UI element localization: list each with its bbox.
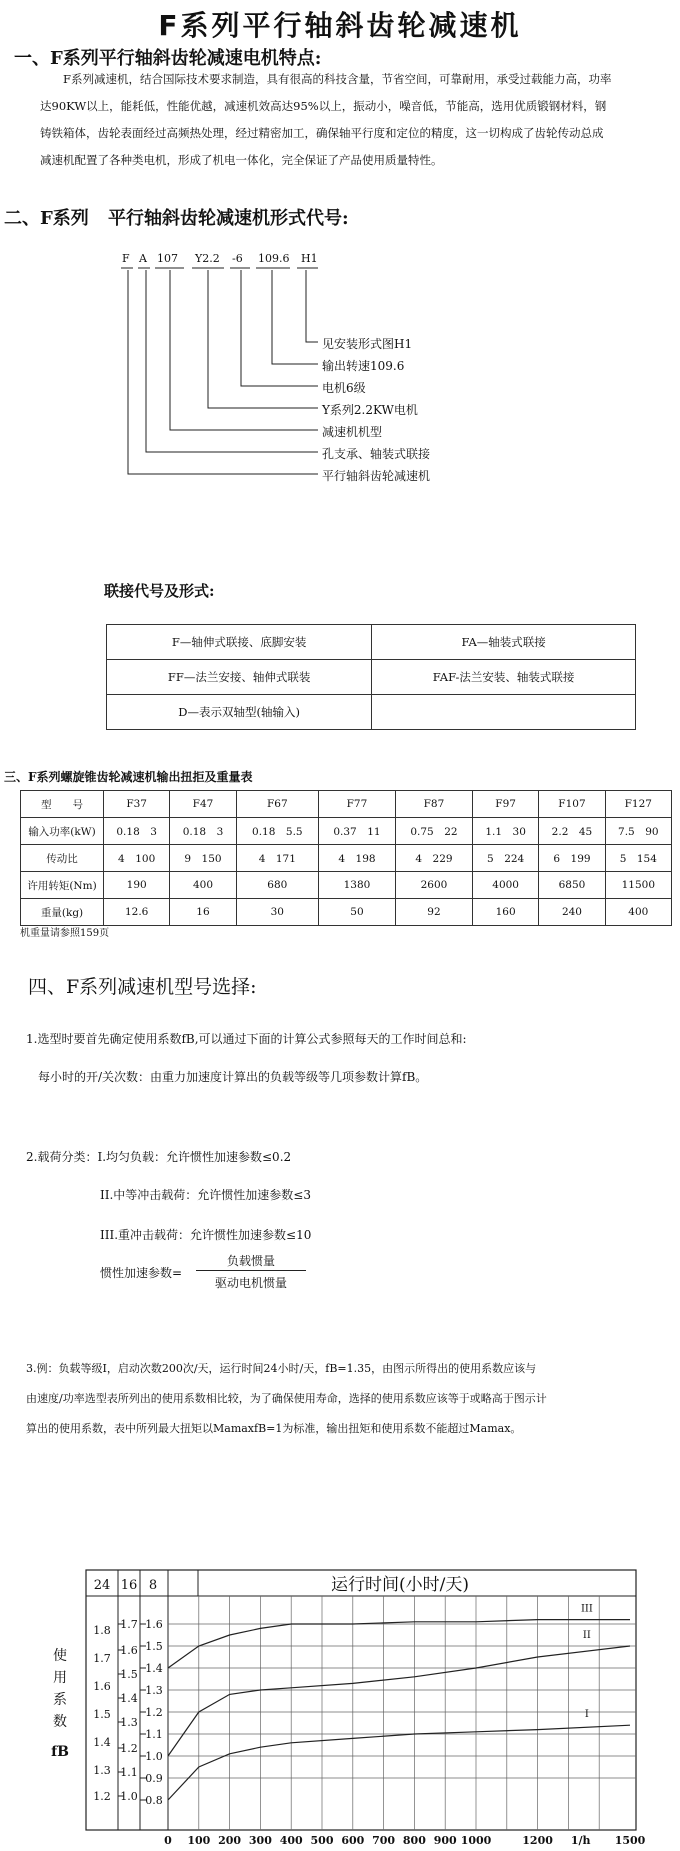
y-axis-label: 使 <box>53 1648 67 1664</box>
y-tick-col1: 1.8 <box>93 1624 111 1637</box>
x-tick-label: 900 <box>433 1834 457 1847</box>
table-cell: 6 199 <box>539 845 605 872</box>
section1-line: 减速机配置了各种类电机，形成了机电一体化，完全保证了产品使用质量特性。 <box>40 153 443 167</box>
x-tick-label: 1/h <box>570 1834 591 1847</box>
section1-line: 达90KW以上，能耗低，性能优越，减速机效高达95%以上，振动小，噪音低，节能高，选用优质锻钢材料，钢 <box>40 99 607 113</box>
table-cell: FA—轴装式联接 <box>372 625 636 660</box>
section3-heading: 三、F系列螺旋锥齿轮减速机输出扭拒及重量表 <box>4 770 253 784</box>
selection-step1: 1.选型时要首先确定使用系数fB,可以通过下面的计算公式参照每天的工作时间总和: <box>26 1032 467 1046</box>
x-tick-label: 500 <box>310 1834 334 1847</box>
table-cell: 4000 <box>472 872 538 899</box>
table-cell <box>372 695 636 730</box>
service-factor-chart <box>0 1500 680 1851</box>
series-line-I <box>168 1725 630 1800</box>
y-axis-label: 系 <box>53 1692 67 1708</box>
y-tick-col2: 1.3 <box>120 1716 138 1729</box>
hours-label-16: 16 <box>120 1578 138 1593</box>
code-label-mounting: 孔支承、轴装式联接 <box>322 447 431 461</box>
table-cell: 2600 <box>395 872 472 899</box>
example-paragraph <box>26 1354 676 1444</box>
selection-step1-b: 每小时的开/关次数：由重力加速度计算出的负载等级等几项参数计算fB。 <box>38 1070 428 1084</box>
y-tick-col3: 0.8 <box>145 1794 163 1807</box>
table-cell: 5 154 <box>605 845 671 872</box>
table-cell: 50 <box>318 899 395 926</box>
load-class-2: II.中等冲击载荷：允许惯性加速参数≤3 <box>100 1188 311 1202</box>
table-cell: 6850 <box>539 872 605 899</box>
table-cell: 30 <box>236 899 318 926</box>
y-tick-col1: 1.5 <box>93 1708 111 1721</box>
y-tick-col3: 1.1 <box>145 1728 163 1741</box>
x-tick-label: 1000 <box>460 1834 492 1847</box>
inertia-numerator: 负载惯量 <box>226 1254 275 1268</box>
table-header-cell: F107 <box>539 791 605 818</box>
section1-heading: 一、F系列平行轴斜齿轮减速电机特点: <box>14 48 322 69</box>
table-cell: 190 <box>104 872 170 899</box>
x-tick-label: 100 <box>187 1834 211 1847</box>
series-label-II: II <box>582 1630 591 1641</box>
y-tick-col2: 1.2 <box>120 1742 138 1755</box>
y-tick-col2: 1.1 <box>120 1766 138 1779</box>
x-tick-label: 0 <box>164 1834 172 1847</box>
table-header-cell: F87 <box>395 791 472 818</box>
table-cell: 4 100 <box>104 845 170 872</box>
table-cell: D—表示双轴型(轴输入) <box>107 695 372 730</box>
table-cell: 输入功率(kW) <box>21 818 104 845</box>
spec-table <box>20 790 672 926</box>
x-tick-label: 200 <box>218 1834 242 1847</box>
y-tick-col1: 1.6 <box>93 1680 111 1693</box>
section2-heading-b: 平行轴斜齿轮减速机形式代号: <box>108 208 349 229</box>
table-row <box>107 625 636 660</box>
y-tick-col2: 1.5 <box>120 1668 138 1681</box>
y-tick-col2: 1.7 <box>120 1618 138 1631</box>
table-row <box>21 872 672 899</box>
section1-line: F系列减速机，结合国际技术要求制造，具有很高的科技含量，节省空间，可靠耐用，承受过载能力高，功率 <box>63 72 612 86</box>
table-cell: 400 <box>605 899 671 926</box>
series-line-II <box>168 1646 630 1756</box>
load-class-3: III.重冲击载荷：允许惯性加速参数≤10 <box>100 1228 312 1242</box>
x-tick-label: 300 <box>248 1834 272 1847</box>
section2-heading: 二、F系列 <box>4 208 89 229</box>
table-cell: 传动比 <box>21 845 104 872</box>
chart-title: 运行时间(小时/天) <box>331 1575 469 1595</box>
table-header-cell: F127 <box>605 791 671 818</box>
page-title: F系列平行轴斜齿轮减速机 <box>158 9 522 42</box>
x-tick-label: 1200 <box>522 1834 553 1847</box>
code-pole: -6 <box>232 252 243 265</box>
y-axis-label: 数 <box>53 1714 67 1730</box>
table-header-row <box>21 791 672 818</box>
x-tick-label: 700 <box>372 1834 396 1847</box>
code-motor: Y2.2 <box>195 252 220 265</box>
table-cell: 2.2 45 <box>539 818 605 845</box>
table-cell: 重量(kg) <box>21 899 104 926</box>
table-cell: 9 150 <box>170 845 236 872</box>
connection-table <box>106 624 636 730</box>
code-label-motor: Y系列2.2KW电机 <box>322 403 418 417</box>
table-header-cell: 型 号 <box>21 791 104 818</box>
table-row <box>21 818 672 845</box>
example-line: 由速度/功率选型表所列出的使用系数相比较，为了确保使用寿命，选择的使用系数应该等于或略高于图示计 <box>26 1392 547 1405</box>
table-cell: 16 <box>170 899 236 926</box>
table-cell: 1380 <box>318 872 395 899</box>
code-speed: 109.6 <box>258 252 290 265</box>
table-cell: FAF-法兰安装、轴装式联接 <box>372 660 636 695</box>
table-row <box>21 845 672 872</box>
y-tick-col3: 1.0 <box>145 1750 163 1763</box>
y-tick-col2: 1.4 <box>120 1692 138 1705</box>
code-label-speed: 输出转速109.6 <box>322 359 405 373</box>
table-header-cell: F77 <box>318 791 395 818</box>
table-cell: 0.18 5.5 <box>236 818 318 845</box>
table-header-cell: F47 <box>170 791 236 818</box>
inertia-label: 惯性加速参数= <box>100 1266 183 1280</box>
series-label-III: III <box>580 1603 593 1615</box>
table-cell: 0.75 22 <box>395 818 472 845</box>
table-cell: 680 <box>236 872 318 899</box>
table-cell: 7.5 90 <box>605 818 671 845</box>
table-cell: 400 <box>170 872 236 899</box>
y-tick-col3: 1.4 <box>145 1662 163 1675</box>
table-cell: 1.1 30 <box>472 818 538 845</box>
table-cell: 5 224 <box>472 845 538 872</box>
x-tick-label: 600 <box>341 1834 365 1847</box>
weight-note: 机重量请参照159页 <box>20 928 110 939</box>
table-cell: 0.18 3 <box>170 818 236 845</box>
example-line: 3.例：负载等级I，启动次数200次/天，运行时间24小时/天，fB=1.35，由图示所得出的使用系数应该与 <box>26 1362 537 1375</box>
table-cell: 240 <box>539 899 605 926</box>
table-row <box>107 695 636 730</box>
y-tick-col1: 1.2 <box>93 1790 111 1803</box>
section4-heading: 四、F系列减速机型号选择: <box>28 976 257 998</box>
example-line: 算出的使用系数，表中所列最大扭矩以MamaxfB=1为标准，输出扭矩和使用系数不能超过Mamax。 <box>26 1422 522 1435</box>
table-header-cell: F37 <box>104 791 170 818</box>
hours-label-8: 8 <box>148 1578 158 1593</box>
table-cell: 160 <box>472 899 538 926</box>
table-cell: 许用转矩(Nm) <box>21 872 104 899</box>
y-tick-col3: 1.3 <box>145 1684 163 1697</box>
table-row <box>107 660 636 695</box>
table-cell: FF—法兰安接、轴伸式联装 <box>107 660 372 695</box>
table-cell: 0.37 11 <box>318 818 395 845</box>
code-label-mount: 见安装形式图H1 <box>322 337 413 351</box>
table-row <box>21 899 672 926</box>
x-tick-label: 400 <box>279 1834 303 1847</box>
hours-label-24: 24 <box>93 1578 111 1593</box>
y-tick-col1: 1.7 <box>93 1652 111 1665</box>
table-cell: 12.6 <box>104 899 170 926</box>
load-class-1: 2.载荷分类：I.均匀负载：允许惯性加速参数≤0.2 <box>26 1150 292 1164</box>
x-tick-label: 1500 <box>614 1834 646 1847</box>
y-tick-col1: 1.4 <box>93 1736 111 1749</box>
y-axis-label: 用 <box>53 1670 67 1686</box>
table-cell: 11500 <box>605 872 671 899</box>
code-label-type: 平行轴斜齿轮减速机 <box>322 469 431 483</box>
y-tick-col1: 1.3 <box>93 1764 111 1777</box>
code-label-pole: 电机6级 <box>322 381 366 395</box>
code-f: F <box>122 252 130 265</box>
table-header-cell: F67 <box>236 791 318 818</box>
table-cell: 92 <box>395 899 472 926</box>
table-header-cell: F97 <box>472 791 538 818</box>
table-cell: 4 198 <box>318 845 395 872</box>
y-tick-col2: 1.6 <box>120 1644 138 1657</box>
table-cell: 4 229 <box>395 845 472 872</box>
inertia-denominator: 驱动电机惯量 <box>214 1276 287 1290</box>
series-line-III <box>168 1620 630 1668</box>
y-tick-col3: 1.6 <box>145 1618 163 1631</box>
code-mount: H1 <box>301 252 318 265</box>
y-tick-col3: 0.9 <box>145 1772 163 1785</box>
y-tick-col2: 1.0 <box>120 1790 138 1803</box>
code-a: A <box>139 252 147 265</box>
y-axis-label-fb: fB <box>51 1744 69 1760</box>
section1-line: 铸铁箱体，齿轮表面经过高频热处理，经过精密加工，确保轴平行度和定位的精度，这一切构成了齿轮传动总成 <box>40 126 604 140</box>
code-label-size: 减速机机型 <box>322 425 383 439</box>
table-cell: 4 171 <box>236 845 318 872</box>
y-tick-col3: 1.2 <box>145 1706 163 1719</box>
table-cell: 0.18 3 <box>104 818 170 845</box>
code-size: 107 <box>157 252 178 265</box>
x-tick-label: 800 <box>402 1834 426 1847</box>
y-tick-col3: 1.5 <box>145 1640 163 1653</box>
fraction-bar <box>196 1270 306 1271</box>
table-cell: F—轴伸式联接、底脚安装 <box>107 625 372 660</box>
series-label-I: I <box>584 1709 589 1721</box>
connection-heading: 联接代号及形式: <box>104 582 215 600</box>
